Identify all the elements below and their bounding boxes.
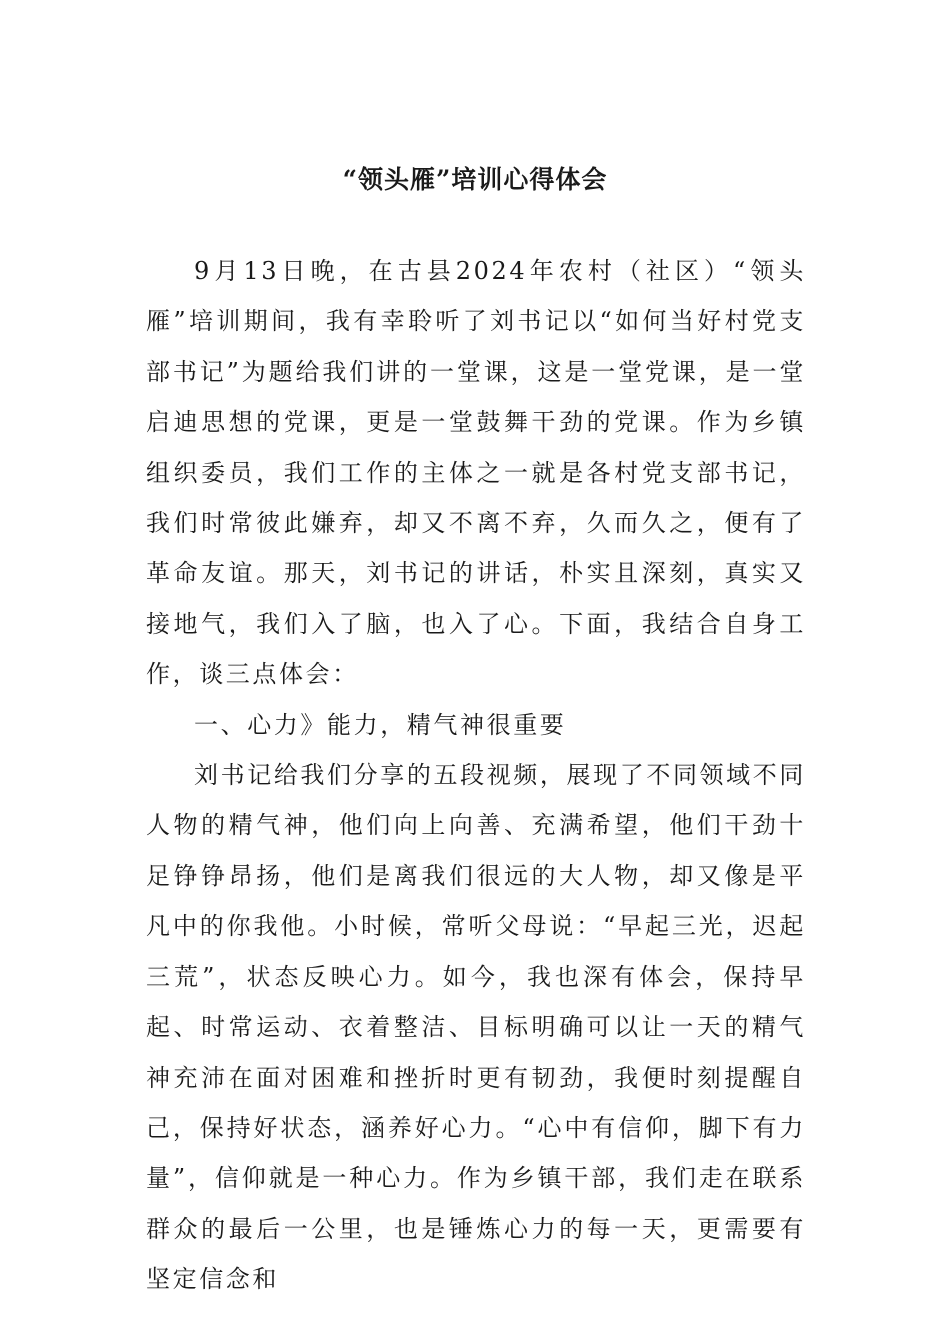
intro-paragraph: 9月13日晚，在古县2024年农村（社区）“领头雁”培训期间，我有幸聆听了刘书记以“如何当好村党支部书记”为题给我们讲的一堂课，这是一堂党课，是一堂启迪思想的党课，更是一堂鼓舞干劲的党课。作为乡镇组织委员，我们工作的主体之一就是各村党支部书记，我们时常彼此嫌弃，却又不离不弃，久而久之，便有了革命友谊。那天，刘书记的讲话，朴实且深刻，真实又接地气，我们入了脑，也入了心。下面，我结合自身工作，谈三点体会：	[146, 257, 806, 689]
section-paragraph: 刘书记给我们分享的五段视频，展现了不同领域不同人物的精气神，他们向上向善、充满希望，他们干劲十足铮铮昂扬，他们是离我们很远的大人物，却又像是平凡中的你我他。小时候，常听父母说：“早起三光，迟起三荒”，状态反映心力。如今，我也深有体会，保持早起、时常运动、衣着整洁、目标明确可以让一天的精气神充沛在面对困难和挫折时更有韧劲，我便时刻提醒自己，保持好状态，涵养好心力。“心中有信仰，脚下有力量”，信仰就是一种心力。作为乡镇干部，我们走在联系群众的最后一公里，也是锤炼心力的每一天，更需要有坚定信念和	[146, 761, 806, 1294]
section-heading: 一、心力》能力，精气神很重要	[194, 710, 567, 739]
document-body	[146, 246, 806, 1305]
document-title: “领头雁”培训心得体会	[342, 165, 608, 194]
